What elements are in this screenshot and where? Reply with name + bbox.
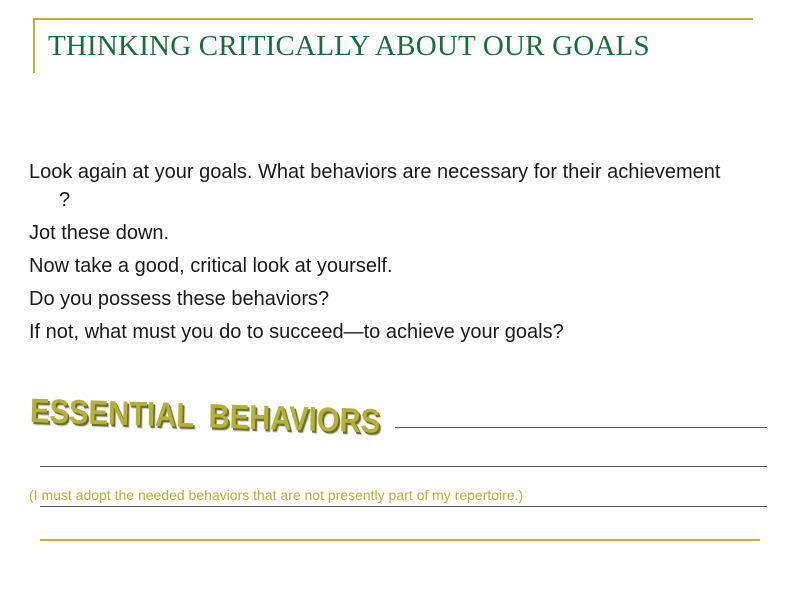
- body-line-3: Now take a good, critical look at yourself.: [29, 255, 393, 277]
- commitment-note: (I must adopt the needed behaviors that are not presently part of my repertoire.): [29, 487, 524, 503]
- body-line-5: If not, what must you do to succeed—to achieve your goals?: [29, 321, 564, 343]
- footer-accent-rule: [40, 539, 760, 541]
- title-frame-left-rule: [33, 18, 35, 73]
- title-frame-top-rule: [33, 18, 753, 20]
- essential-behaviors-heading: ESSENTIAL BEHAVIORS: [29, 392, 381, 441]
- body-line-4: Do you possess these behaviors?: [29, 288, 330, 310]
- slide-title: THINKING CRITICALLY ABOUT OUR GOALS: [48, 30, 650, 62]
- write-in-line-1: [395, 427, 767, 428]
- write-in-line-3: [40, 506, 767, 507]
- write-in-line-2: [40, 466, 767, 467]
- body-line-2: Jot these down.: [29, 222, 170, 244]
- body-text-list: [29, 158, 729, 351]
- body-line-1: Look again at your goals. What behaviors are necessary for their achievement ?: [29, 161, 721, 211]
